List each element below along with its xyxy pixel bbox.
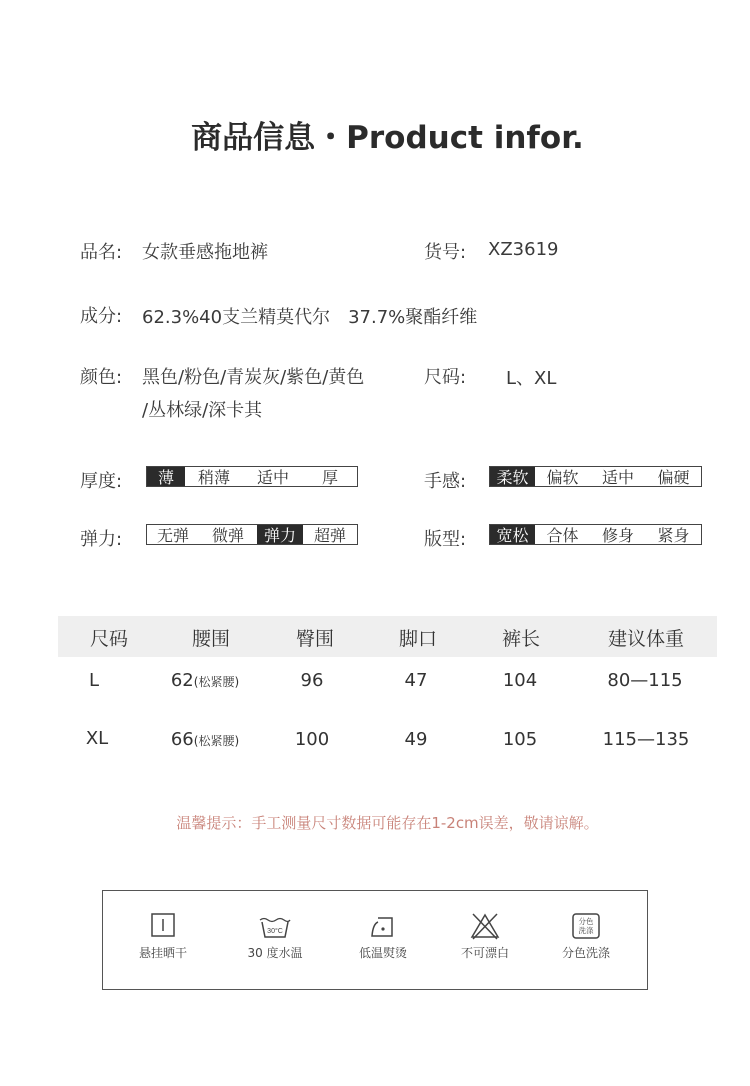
table-header-cell: 裤长 — [501, 628, 541, 650]
thickness-option: 薄 — [147, 467, 185, 486]
elasticity-option: 弹力 — [257, 525, 303, 544]
waist-value: 62 — [170, 670, 194, 691]
feel-label: 手感: — [424, 471, 467, 492]
elasticity-option: 无弹 — [156, 526, 189, 545]
waist-value: 66 — [170, 729, 194, 750]
care-label: 悬挂晒干 — [138, 946, 187, 960]
thickness-label: 厚度: — [80, 471, 123, 492]
sku-label: 货号: — [424, 242, 467, 263]
wash-30-icon — [258, 912, 292, 940]
fit-scale — [489, 524, 702, 545]
separate-wash-icon — [571, 912, 601, 940]
table-header-cell: 臀围 — [295, 628, 335, 650]
hip-cell: 100 — [294, 729, 330, 750]
feel-scale — [489, 466, 702, 487]
care-item — [541, 912, 631, 961]
waist-cell — [171, 729, 239, 750]
feel-option: 适中 — [601, 468, 634, 487]
table-header-cell: 尺码 — [89, 628, 129, 650]
low-iron-icon — [366, 912, 400, 940]
fit-option: 紧身 — [657, 526, 690, 545]
weight-cell: 80—115 — [607, 670, 683, 691]
name-value: 女款垂感拖地裤 — [142, 242, 268, 263]
length-cell: 104 — [502, 670, 538, 691]
care-item — [230, 912, 320, 961]
care-item — [338, 912, 428, 961]
feel-option: 偏硬 — [657, 468, 690, 487]
measurement-note: 温馨提示：手工测量尺寸数据可能存在1-2cm误差，敬请谅解。 — [176, 814, 599, 832]
care-label: 30 度水温 — [247, 946, 303, 960]
fit-option: 修身 — [601, 526, 634, 545]
size-cell: L — [88, 670, 100, 691]
fit-option: 合体 — [546, 526, 579, 545]
table-header-cell: 脚口 — [398, 628, 438, 650]
care-label: 低温熨烫 — [358, 946, 407, 960]
size-cell: XL — [85, 728, 109, 749]
elasticity-label: 弹力: — [80, 529, 123, 550]
no-bleach-icon — [468, 912, 502, 940]
name-label: 品名: — [80, 242, 123, 263]
waist-note: (松紧腰) — [193, 675, 240, 689]
care-item — [118, 912, 208, 961]
hem-cell: 49 — [404, 729, 428, 750]
hang-dry-icon — [148, 912, 178, 940]
thickness-option: 稍薄 — [197, 468, 230, 487]
table-header-cell: 建议体重 — [607, 628, 685, 650]
fit-label: 版型: — [424, 529, 467, 550]
elasticity-scale — [146, 524, 358, 545]
fit-option: 宽松 — [490, 525, 535, 544]
color-value-line2: /丛林绿/深卡其 — [142, 400, 263, 421]
length-cell: 105 — [502, 729, 538, 750]
material-label: 成分: — [80, 306, 123, 327]
material-value: 62.3%40支兰精莫代尔 37.7%聚酯纤维 — [142, 307, 478, 328]
hip-cell: 96 — [300, 670, 324, 691]
elasticity-option: 超弹 — [313, 526, 346, 545]
thickness-option: 厚 — [321, 468, 338, 487]
separate-wash-text: 分色 — [578, 917, 594, 926]
table-header-cell: 腰围 — [191, 628, 231, 650]
size-value: L、XL — [506, 368, 557, 389]
care-label: 分色洗涤 — [561, 946, 610, 960]
thickness-scale — [146, 466, 358, 487]
feel-option: 柔软 — [490, 467, 535, 486]
sku-value: XZ3619 — [488, 239, 559, 260]
hem-cell: 47 — [404, 670, 428, 691]
color-value-line1: 黑色/粉色/青炭灰/紫色/黄色 — [142, 367, 365, 388]
color-label: 颜色: — [80, 367, 123, 388]
size-label: 尺码: — [424, 367, 467, 388]
waist-cell — [171, 670, 239, 691]
elasticity-option: 微弹 — [211, 526, 244, 545]
wash-temp-text: 30°C — [267, 928, 283, 935]
feel-option: 偏软 — [546, 468, 579, 487]
waist-note: (松紧腰) — [193, 734, 240, 748]
separate-wash-text: 洗涤 — [578, 926, 594, 935]
page-title: 商品信息・Product infor. — [191, 120, 584, 156]
thickness-option: 适中 — [256, 468, 289, 487]
care-item — [440, 912, 530, 961]
care-label: 不可漂白 — [460, 946, 509, 960]
weight-cell: 115—135 — [602, 729, 690, 750]
